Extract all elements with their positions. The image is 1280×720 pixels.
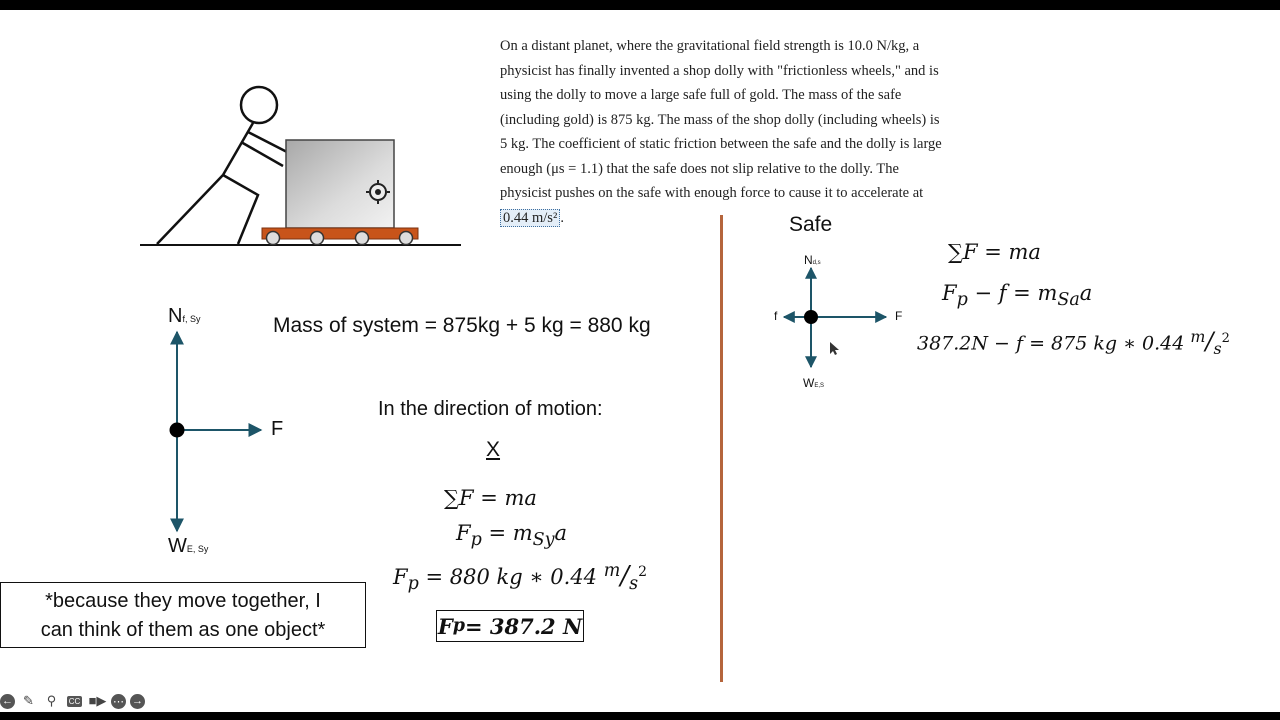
problem-statement — [500, 34, 990, 230]
person-torso — [223, 123, 253, 175]
more-icon[interactable]: ⋯ — [113, 695, 124, 708]
zoom-icon[interactable]: ⚲ — [46, 693, 57, 708]
system-weight-label: WE, Sy — [168, 535, 209, 557]
safe-dolly-illustration — [135, 80, 470, 255]
safe-force-label: F — [895, 309, 903, 323]
system-eq-substituted: $F_p = 880$ kg ∗ 0.44 $^m/_s^2$ — [393, 561, 647, 595]
mouse-cursor-icon — [830, 342, 839, 355]
note-line: can think of them as one object* — [40, 619, 326, 641]
acceleration-highlight: 0.44 m/s² — [500, 209, 560, 227]
answer-box: F p = 387.2 N — [436, 610, 584, 642]
safe-weight-label: WE,S — [803, 376, 824, 390]
problem-line: 5 kg. The coefficient of static friction between the safe and the dolly is large — [500, 136, 942, 152]
safe-dot — [804, 310, 818, 324]
period: . — [560, 209, 564, 226]
safe-eq-newton: ∑F = ma — [948, 240, 1041, 264]
safe-friction-label: f — [774, 309, 778, 323]
safe-eq-substituted: 387.2N − f = 875 kg ∗ 0.44 $^m/_s^2$ — [917, 327, 1230, 359]
bottom-letterbox — [0, 712, 1280, 720]
person-head — [241, 87, 277, 123]
system-normal-label: Nf, Sy — [168, 305, 201, 327]
forward-arrow-icon[interactable]: → — [132, 695, 143, 707]
dolly-wheel — [356, 232, 369, 245]
camera-icon[interactable]: ■▶ — [88, 693, 107, 708]
problem-line: using the dolly to move a large safe full of gold. The mass of the safe — [500, 87, 902, 103]
safe-eq-fp: $F_p - f = m_{Sa}a$ — [942, 281, 1093, 311]
back-arrow-icon[interactable]: ← — [2, 695, 13, 707]
x-axis-label: X — [486, 438, 501, 461]
safe-title: Safe — [789, 213, 833, 236]
dolly-wheel — [267, 232, 280, 245]
pen-icon[interactable]: ✎ — [23, 693, 34, 708]
captions-icon[interactable]: CC — [68, 696, 81, 706]
vertical-divider — [720, 215, 723, 682]
note-box — [0, 582, 366, 648]
dolly-wheel — [400, 232, 413, 245]
mass-of-system: Mass of system = 875kg + 5 kg = 880 kg — [273, 314, 651, 337]
note-line: *because they move together, I — [45, 590, 321, 612]
system-dot — [170, 423, 185, 438]
system-eq-newton: ∑F = ma — [444, 486, 537, 510]
dolly-wheel — [311, 232, 324, 245]
person-leg-front — [223, 175, 258, 244]
direction-label: In the direction of motion: — [378, 398, 603, 420]
player-toolbar — [0, 692, 145, 710]
problem-line-last — [500, 206, 990, 231]
top-letterbox — [0, 0, 1280, 10]
dolly-platform — [262, 228, 418, 239]
problem-line: (including gold) is 875 kg. The mass of the shop dolly (including wheels) is — [500, 111, 940, 128]
problem-line: physicist has finally invented a shop dolly with "frictionless wheels," and is — [500, 62, 939, 79]
system-fbd — [150, 325, 270, 540]
system-eq-fp: $F_p = m_{Sy}a$ — [456, 521, 568, 551]
system-force-label: F — [271, 418, 284, 440]
person-leg-back — [157, 175, 223, 244]
problem-line: enough (μs = 1.1) that the safe does not slip relative to the dolly. The — [500, 160, 899, 177]
safe-normal-label: Nd,s — [804, 253, 821, 267]
problem-line: On a distant planet, where the gravitational field strength is 10.0 N/kg, a — [500, 38, 920, 54]
safe-fbd — [780, 262, 890, 372]
problem-line: physicist pushes on the safe with enough force to cause it to accelerate at — [500, 185, 924, 201]
